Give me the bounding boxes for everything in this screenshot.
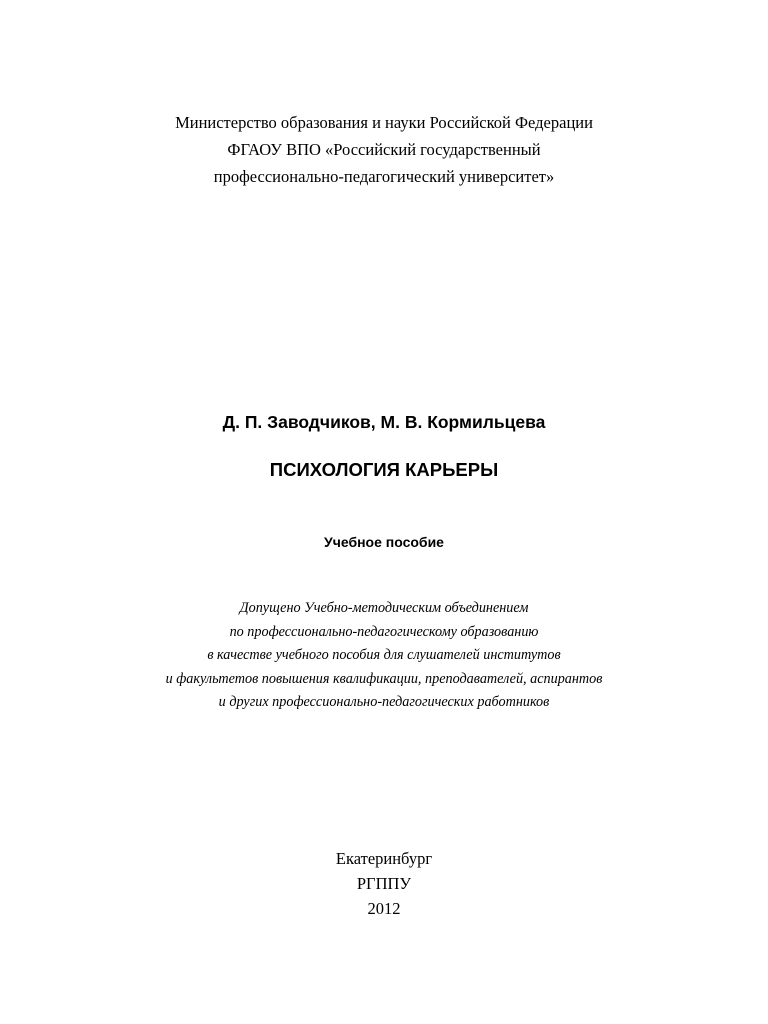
ministry-line: Министерство образования и науки Российской Федерации	[175, 113, 593, 132]
imprint-city: Екатеринбург	[335, 849, 433, 868]
imprint	[0, 846, 768, 921]
imprint-publisher: РГППУ	[356, 874, 412, 893]
approval-line: и других профессионально-педагогических работников	[218, 694, 550, 710]
institution-line: ФГАОУ ВПО «Российский государственный	[227, 140, 541, 159]
approval-statement	[0, 597, 768, 715]
publisher-header	[0, 109, 768, 190]
approval-line: Допущено Учебно-методическим объединением	[239, 600, 529, 616]
book-subtitle: Учебное пособие	[324, 534, 444, 550]
approval-line: и факультетов повышения квалификации, преподавателей, аспирантов	[165, 670, 603, 687]
imprint-year: 2012	[367, 899, 401, 918]
approval-line: по профессионально-педагогическому образованию	[229, 623, 539, 640]
university-line: профессионально-педагогический университет»	[213, 167, 555, 186]
authors: Д. П. Заводчиков, М. В. Кормильцева	[222, 412, 546, 432]
approval-line: в качестве учебного пособия для слушателей институтов	[207, 647, 561, 663]
book-title: ПСИХОЛОГИЯ КАРЬЕРЫ	[269, 459, 499, 480]
